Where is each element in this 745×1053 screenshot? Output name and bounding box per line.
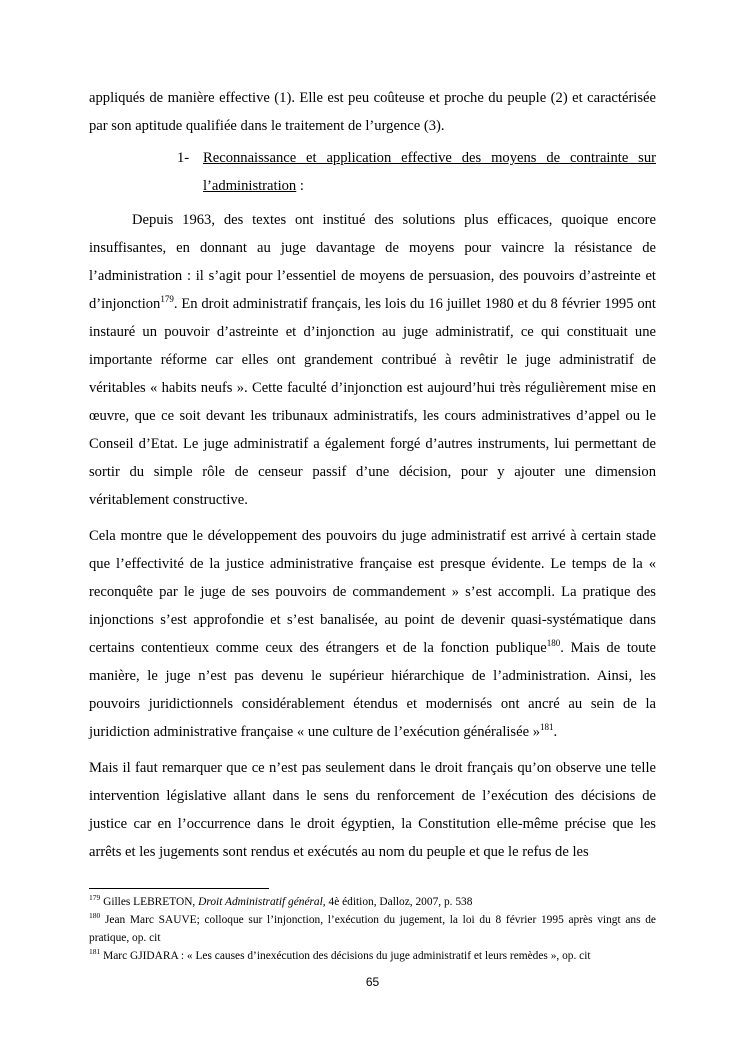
paragraph-3: Mais il faut remarquer que ce n’est pas seulement dans le droit français qu’on observe une telle intervention législative allant dans le sens du renforcement de l’exécution des décisions de justice car en l’occurrence dans le droit égyptien, la Constitution elle-même précise que les arrêts et les jugements sont rendus et exécutés au nom du peuple et que le refus de les <box>89 760 656 860</box>
paragraph-1-text-a: Depuis 1963, des textes ont institué des solutions plus efficaces, quoique encore insuffisantes, en donnant au juge davantage de moyens pour vaincre la résistance de l’administration : il s’agit pour l’essentiel de moyens de persuasion, des pouvoirs d’astreinte et d’injonction <box>89 212 656 312</box>
footnotes <box>89 893 656 965</box>
intro-paragraph: appliqués de manière effective (1). Elle est peu coûteuse et proche du peuple (2) et caractérisée par son aptitude qualifiée dans le traitement de l’urgence (3). <box>89 90 656 134</box>
section-heading <box>177 144 656 200</box>
footnote-text: , 4è édition, Dalloz, 2007, p. 538 <box>322 896 473 908</box>
page-body <box>89 84 656 866</box>
footnote-181 <box>89 947 656 965</box>
footnote-text: Jean Marc SAUVE; colloque sur l’injonction, l’exécution du jugement, la loi du 8 février 1995 après vingt ans de pratique, op. cit <box>89 914 656 944</box>
section-number: 1- <box>177 150 190 166</box>
footnote-number: 181 <box>89 947 101 957</box>
footnote-ref-180: 180 <box>546 638 561 649</box>
paragraph-2-text-a: Cela montre que le développement des pouvoirs du juge administratif est arrivé à certain stade que l’effectivité de la justice administrative française est presque évidente. Le temps de la « reconquête par le juge de ses pouvoirs de commandement » s’est accompli. La pratique des injonctions s’est approfondie et s’est banalisée, au point de devenir quasi-systématique dans certains contentieux comme ceux des étrangers et de la fonction publique <box>89 528 656 656</box>
paragraph-1 <box>89 206 656 514</box>
paragraph-1-text-b: . En droit administratif français, les lois du 16 juillet 1980 et du 8 février 1995 ont instauré un pouvoir d’astreinte et d’injonction au juge administratif, ce qui constituait une importante réforme car elles ont grandement contribué à revêtir le juge administratif de véritables « habits neufs ». Cette faculté d’injonction est aujourd’hui très régulièrement mise en œuvre, que ce soit devant les tribunaux administratifs, les cours administratives d’appel ou le Conseil d’Etat. Le juge administratif a également forgé d’autres instruments, lui permettant de sortir du simple rôle de censeur passif d’une décision, pour y ajouter une dimension véritablement constructive. <box>89 296 656 508</box>
paragraph-2-text-c: . <box>553 724 558 740</box>
footnote-separator <box>89 888 269 889</box>
footnote-book-title: Droit Administratif général <box>198 896 323 908</box>
footnote-number: 179 <box>89 893 101 903</box>
footnote-179 <box>89 893 656 911</box>
section-title <box>203 144 656 200</box>
footnote-text: Gilles LEBRETON, <box>100 896 199 908</box>
footnote-text: Marc GJIDARA : « Les causes d’inexécution des décisions du juge administratif et leurs remèdes », op. cit <box>100 950 591 962</box>
footnote-number: 180 <box>89 911 101 921</box>
footnote-ref-179: 179 <box>160 294 174 305</box>
paragraph-2-text-b: . Mais de toute manière, le juge n’est pas devenu le supérieur hiérarchique de l’administration. Ainsi, les pouvoirs juridictionnels considérablement étendus et modernisés ont ancré au sein de la juridiction administrative française « une culture de l’exécution généralisée » <box>89 640 656 740</box>
section-title-suffix: : <box>296 178 304 194</box>
footnote-ref-181: 181 <box>540 722 554 733</box>
section-title-underlined: Reconnaissance et application effective des moyens de contrainte sur l’administration <box>203 150 656 194</box>
page-number: 65 <box>365 975 380 989</box>
paragraph-2 <box>89 522 656 746</box>
footnote-180 <box>89 911 656 947</box>
